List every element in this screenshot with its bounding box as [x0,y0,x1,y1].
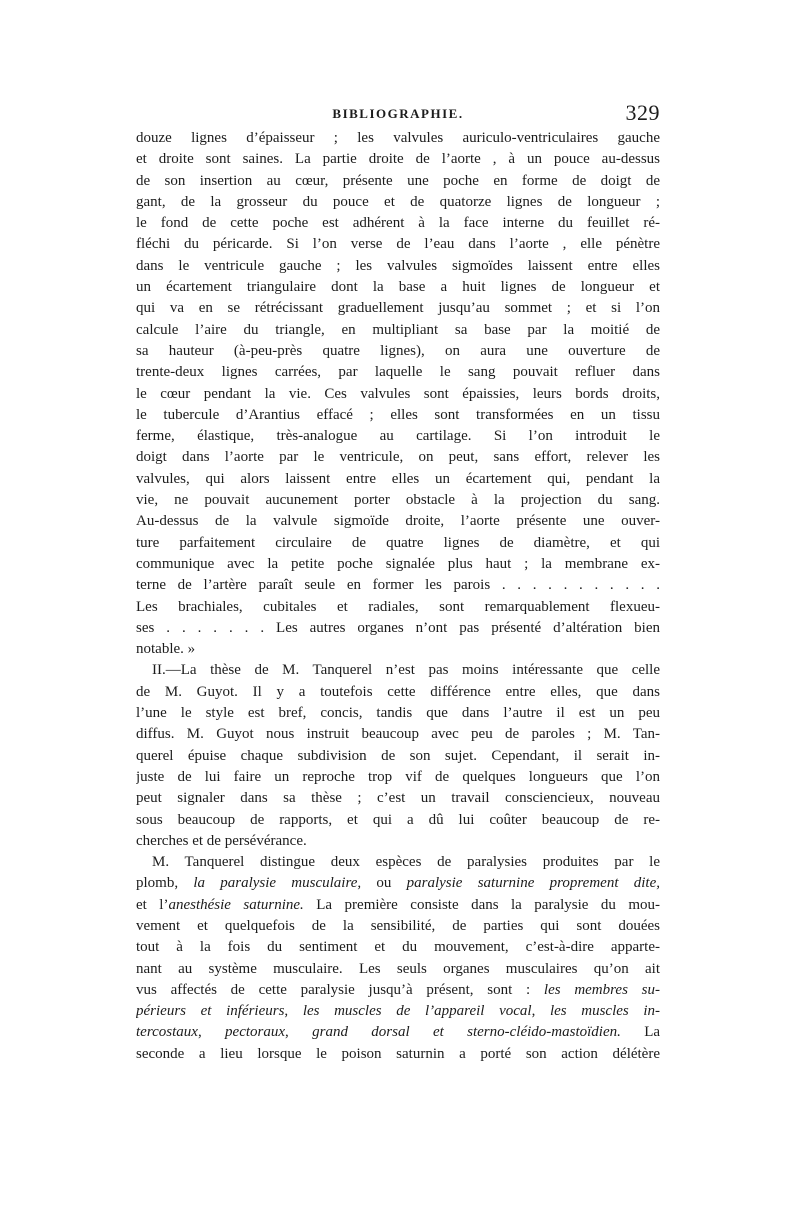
text-line: nant au système musculaire. Les seuls organes musculaires qu’on ait [136,960,660,977]
text-line: terne de l’artère paraît seule en former les parois . . . . . . . . . . . [136,577,660,594]
text-line [136,1022,660,1043]
text-segment: , [284,1003,303,1020]
text-line [136,1001,660,1022]
text-line: et droite sont saines. La partie droite de l’aorte , à un pouce au-dessus [136,151,660,168]
text-segment [410,1024,433,1040]
italic-text: et [432,1024,444,1041]
text-line: notable. » [136,641,196,658]
body-text [136,128,660,1065]
text-line: l’une le style est bref, concis, tandis que dans l’autre il est un peu [136,705,660,722]
text-line: juste de lui faire un reproche trop vif de quelques longueurs que l’on [136,768,660,785]
text-segment: ou [361,875,407,892]
text-line [136,895,660,916]
text-line: gant, de la grosseur du pouce et de quatorze lignes de longueur ; [136,193,660,210]
text-segment: , [285,1024,313,1041]
italic-text: les muscles in- [549,1003,660,1020]
italic-text: pectoraux [225,1024,286,1041]
text-line: doigt dans l’aorte par le ventricule, on peut, sans effort, relever les [136,449,660,466]
italic-text: la paralysie musculaire, [193,875,362,892]
page-number: 329 [625,100,660,125]
text-line: peut signaler dans sa thèse ; c’est un travail consciencieux, nouveau [136,790,660,807]
text-line: diffus. M. Guyot nous instruit beaucoup avec peu de paroles ; M. Tan- [136,726,660,743]
text-line: tout à la fois du sentiment et du mouvement, c’est-à-dire apparte- [136,939,660,956]
text-line: querel épuise chaque subdivision de son sujet. Cependant, il serait in- [136,747,660,764]
text-line: ferme, élastique, très-analogue au cartilage. Si l’on introduit le [136,428,660,445]
text-line [136,980,660,1001]
italic-text: périeurs et inférieurs [136,1003,285,1020]
text-line: trente-deux lignes carrées, par laquelle le sang pouvait refluer dans [136,364,660,381]
text-segment: vus affectés de cette paralysie jusqu’à présent, sont : [136,981,544,998]
text-line: ses . . . . . . . Les autres organes n’ont pas présenté d’altération bien [136,619,660,636]
text-line: communique avec la petite poche signalée plus haut ; la membrane ex- [136,555,660,572]
italic-text: les membres su- [543,981,660,998]
text-line: II.—La thèse de M. Tanquerel n’est pas moins intéressante que celle [152,662,660,679]
text-line: vement et quelquefois de la sensibilité, de parties qui sont douées [136,917,660,934]
text-line: le cœur pendant la vie. Ces valvules sont épaissies, leurs bords droits, [136,385,660,402]
text-segment: et l’ [136,896,169,913]
text-segment: La [620,1024,660,1041]
italic-text: grand dorsal [312,1024,410,1041]
text-line: sous beaucoup de rapports, et qui a dû lui coûter beaucoup de re- [136,811,660,828]
text-line: valvules, qui alors laissent entre elles un écartement qui, pendant la [136,470,660,487]
italic-text: anesthésie saturnine. [168,896,304,913]
text-segment [444,1024,467,1040]
text-line: fléchi du péricarde. Si l’on verse de l’eau dans l’aorte , elle pénètre [136,236,660,253]
text-line: sa hauteur (à-peu-près quatre lignes), on aura une ouverture de [136,342,660,359]
italic-text: sterno-cléido-mastoïdien. [467,1024,621,1041]
text-line: cherches et de persévérance. [136,832,307,849]
italic-text: paralysie saturnine proprement dite, [406,875,660,892]
running-title: BIBLIOGRAPHIE. [332,106,464,121]
italic-text: les muscles de l’appareil vocal [302,1003,532,1020]
text-line: ture parfaitement circulaire de quatre lignes de diamètre, et qui [136,534,660,551]
text-line: M. Tanquerel distingue deux espèces de paralysies produites par le [152,854,660,871]
text-line: qui va en se rétrécissant graduellement jusqu’au sommet ; et si l’on [136,300,660,317]
text-line: de son insertion au cœur, présente une poche en forme de doigt de [136,172,660,189]
text-line: douze lignes d’épaisseur ; les valvules auriculo-ventriculaires gauche [136,130,660,146]
text-line: de M. Guyot. Il y a toutefois cette différence entre elles, que dans [136,683,660,700]
italic-text: tercostaux [136,1024,198,1041]
text-line: Au-dessus de la valvule sigmoïde droite, l’aorte présente une ouver- [136,513,660,530]
text-line: Les brachiales, cubitales et radiales, sont remarquablement flexueu- [136,598,660,615]
text-line: seconde a lieu lorsque le poison saturnin a porté son action délétère [136,1045,660,1062]
text-segment: La première consiste dans la paralysie du mou- [303,896,660,913]
text-line [136,873,660,894]
text-segment: , [531,1003,550,1020]
text-line: calcule l’aire du triangle, en multipliant sa base par la moitié de [136,321,660,338]
text-segment: , [197,1024,226,1041]
text-line: dans le ventricule gauche ; les valvules sigmoïdes laissent entre elles [136,257,660,274]
text-line: le fond de cette poche est adhérent à la face interne du feuillet ré- [136,215,660,232]
text-line: un écartement triangulaire dont la base a huit lignes de longueur et [136,279,660,296]
text-line: le tubercule d’Arantius effacé ; elles sont transformées en un tissu [136,406,660,423]
text-line: vie, ne pouvait aucunement porter obstacle à la projection du sang. [136,492,660,509]
running-header [136,100,660,128]
text-segment: plomb, [136,875,194,892]
